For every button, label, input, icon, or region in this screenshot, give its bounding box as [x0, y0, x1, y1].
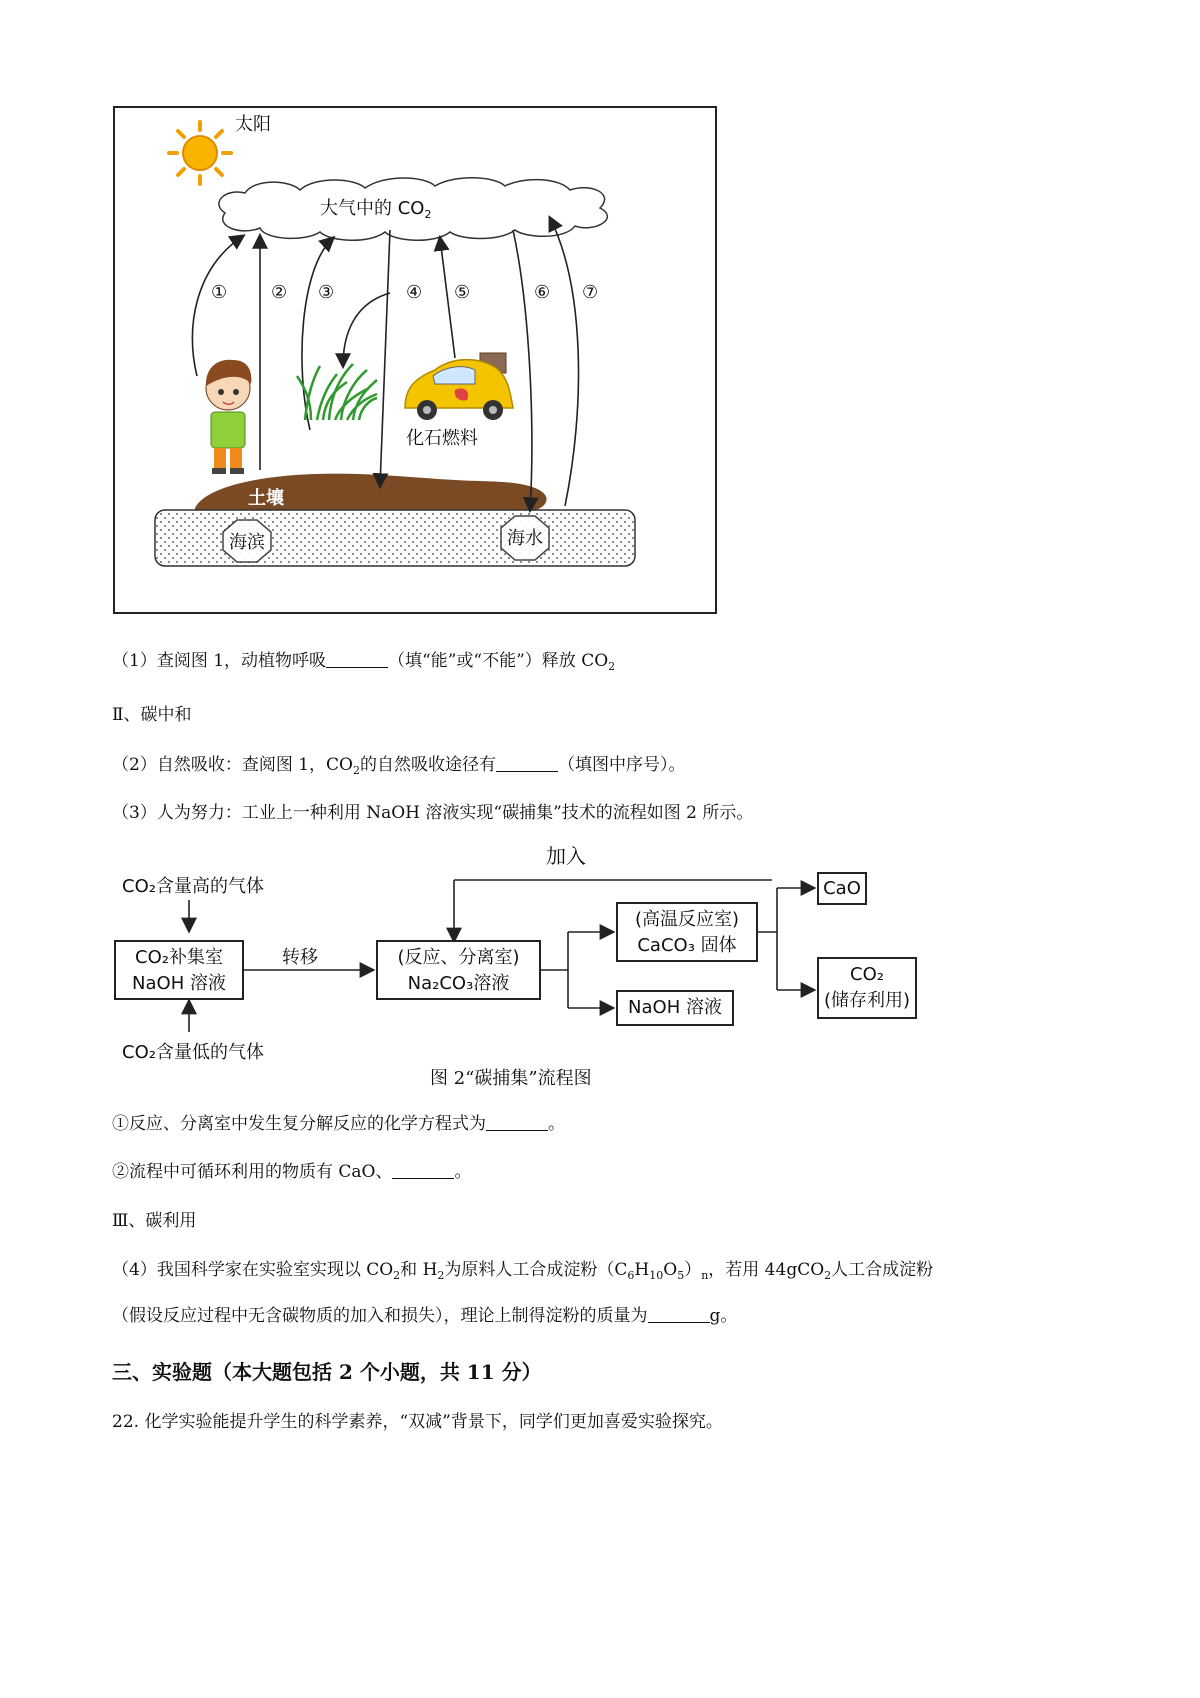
q2-sub: 2	[352, 764, 360, 777]
q4-part-c: 为原料人工合成淀粉（C	[444, 1260, 628, 1280]
figure-2-flowchart	[112, 840, 952, 1095]
q2-prefix: （2）自然吸收：查阅图 1，CO	[112, 755, 353, 775]
q4-sub-d: 10	[649, 1269, 664, 1282]
arrow-7	[550, 218, 579, 506]
question-1	[112, 649, 615, 679]
pathway-3-label: ③	[318, 282, 335, 303]
q4-answer-blank[interactable]	[648, 1306, 710, 1323]
sun-icon	[169, 122, 231, 184]
cloud-label-text: 大气中的 CO	[320, 198, 425, 219]
sea-label: 海水	[507, 528, 543, 549]
capture-room-box	[114, 940, 244, 1000]
q1-sub: 2	[608, 660, 616, 673]
question-3: （3）人为努力：工业上一种利用 NaOH 溶液实现“碳捕集”技术的流程如图 2 所示。	[112, 803, 754, 823]
q3-2-prefix: ②流程中可循环利用的物质有 CaO、	[112, 1162, 393, 1182]
fossil-fuel-label: 化石燃料	[406, 428, 478, 449]
q1-answer-blank[interactable]	[326, 651, 388, 668]
figure-2-caption: 图 2“碳捕集”流程图	[430, 1068, 592, 1089]
section-2-heading: Ⅱ、碳中和	[112, 705, 192, 725]
cao-box: CaO	[817, 872, 867, 905]
capture-room-line-1: CO₂补集室	[135, 947, 223, 968]
q4-part-a: （4）我国科学家在实验室实现以 CO	[112, 1260, 394, 1280]
reaction-room-line-1: (反应、分离室)	[397, 947, 520, 968]
pathway-1-label: ①	[211, 282, 228, 303]
high-co2-gas-label: CO₂含量高的气体	[122, 876, 264, 897]
q2-tail: （填图中序号）。	[557, 755, 686, 775]
question-2	[112, 753, 685, 783]
q2-answer-blank[interactable]	[496, 755, 558, 772]
q4-sub-a: 2	[393, 1269, 401, 1282]
reaction-room-box	[376, 940, 541, 1000]
section-3-heading: Ⅲ、碳利用	[112, 1211, 197, 1231]
transfer-label: 转移	[282, 947, 318, 968]
question-22: 22. 化学实验能提升学生的科学素养，“双减”背景下，同学们更加喜爱实验探究。	[112, 1412, 723, 1432]
arrow-5	[440, 238, 455, 358]
q4-part-f: ）	[684, 1260, 702, 1280]
q4-sub-g: 2	[824, 1269, 832, 1282]
arrow-4	[380, 230, 390, 486]
q4-part-b: 和 H	[400, 1260, 438, 1280]
co2-storage-line-2: (储存利用)	[823, 990, 911, 1011]
pathway-7-label: ⑦	[582, 282, 599, 303]
q4-line-2-prefix: （假设反应过程中无含碳物质的加入和损失），理论上制得淀粉的质量为	[112, 1306, 648, 1326]
add-label: 加入	[546, 844, 586, 868]
question-4-line-2	[112, 1304, 737, 1328]
pathway-2-label: ②	[271, 282, 288, 303]
cloud-label-sub: 2	[424, 208, 432, 221]
arrow-4-branch	[343, 293, 390, 366]
q4-sub-c: 6	[627, 1269, 635, 1282]
figure-1-carbon-cycle	[113, 106, 717, 614]
high-temp-room-box	[616, 902, 758, 962]
pathway-4-label: ④	[406, 282, 423, 303]
question-3-2	[112, 1160, 471, 1184]
high-temp-room-line-1: (高温反应室)	[634, 909, 740, 930]
reaction-room-line-2: Na₂CO₃溶液	[407, 973, 510, 994]
cloud-label	[320, 194, 431, 221]
q3-1-answer-blank[interactable]	[486, 1114, 548, 1131]
q4-part-h: 人工合成淀粉	[831, 1260, 934, 1280]
q4-line-2-suffix: g。	[709, 1306, 738, 1326]
carbon-cycle-drawing	[115, 108, 715, 612]
q4-part-g: ，若用 44gCO	[708, 1260, 825, 1280]
person-icon	[206, 360, 251, 474]
co2-storage-line-1: CO₂	[850, 964, 884, 985]
coast-label: 海滨	[229, 532, 265, 553]
co2-storage-box	[817, 957, 917, 1019]
soil-label: 土壤	[248, 488, 284, 509]
sun-label: 太阳	[235, 114, 271, 135]
q4-part-e: O	[663, 1260, 678, 1280]
capture-room-line-2: NaOH 溶液	[132, 973, 226, 994]
pathway-6-label: ⑥	[534, 282, 551, 303]
q3-1-prefix: ①反应、分离室中发生复分解反应的化学方程式为	[112, 1114, 486, 1134]
q4-sub-n: n	[701, 1269, 709, 1282]
low-co2-gas-label: CO₂含量低的气体	[122, 1042, 264, 1063]
arrow-1	[192, 236, 243, 376]
naoh-solution-box: NaOH 溶液	[616, 990, 734, 1026]
grass-icon	[297, 364, 377, 420]
q4-sub-e: 5	[677, 1269, 685, 1282]
car-icon	[405, 353, 513, 420]
question-4-line-1	[112, 1258, 933, 1288]
q3-1-suffix: 。	[548, 1114, 565, 1134]
q3-2-suffix: 。	[454, 1162, 472, 1182]
arrow-6	[513, 230, 532, 510]
question-3-1	[112, 1112, 565, 1136]
q4-part-d: H	[634, 1260, 650, 1280]
q1-suffix: （填“能”或“不能”）释放 CO	[388, 651, 609, 671]
high-temp-room-line-2: CaCO₃ 固体	[637, 935, 737, 956]
q1-prefix: （1）查阅图 1，动植物呼吸	[112, 651, 327, 671]
experiment-section-heading: 三、实验题（本大题包括 2 个小题，共 11 分）	[112, 1360, 542, 1384]
q2-suffix: 的自然吸收途径有	[359, 755, 496, 775]
pathway-5-label: ⑤	[454, 282, 471, 303]
q4-sub-b: 2	[437, 1269, 445, 1282]
q3-2-answer-blank[interactable]	[392, 1162, 454, 1179]
